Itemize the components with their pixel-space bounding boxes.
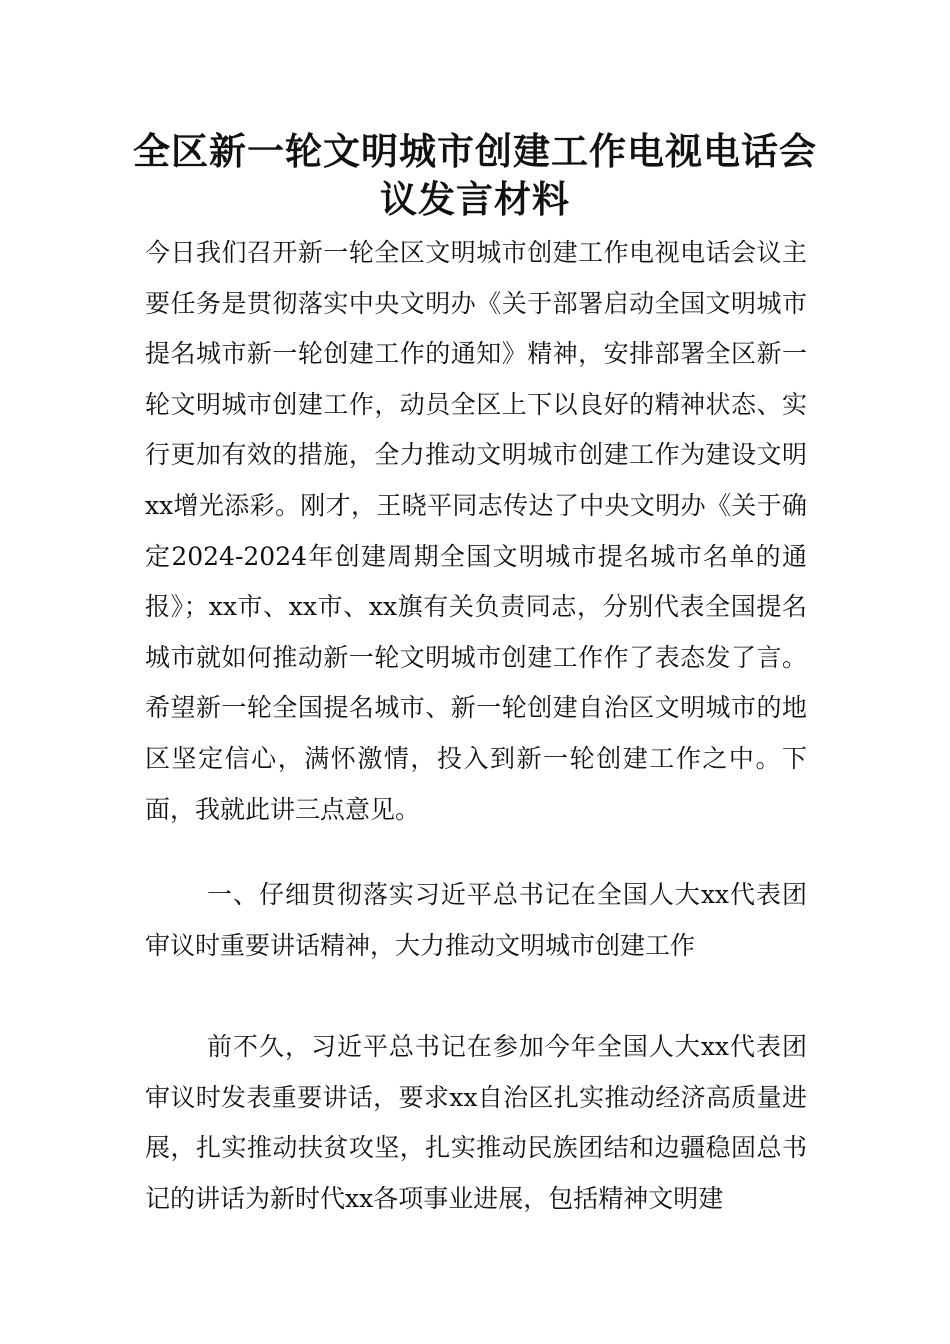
document-title: 全区新一轮文明城市创建工作电视电话会议发言材料: [133, 130, 817, 221]
intro-paragraph: 今日我们召开新一轮全区文明城市创建工作电视电话会议主要任务是贯彻落实中央文明办《关于部署启动全国文明城市提名城市新一轮创建工作的通知》精神，安排部署全区新一轮文明城市创建工作，动员全区上下以良好的精神状态、实行更加有效的措施，全力推动文明城市创建工作为建设文明xx增光添彩。刚才，王晓平同志传达了中央文明办《关于确定2024-2024年创建周期全国文明城市提名城市名单的通报》；xx市、xx市、xx旗有关负责同志，分别代表全国提名城市就如何推动新一轮文明城市创建工作作了表态发了言。希望新一轮全国提名城市、新一轮创建自治区文明城市的地区坚定信心，满怀激情，投入到新一轮创建工作之中。下面，我就此讲三点意见。: [145, 238, 807, 824]
body-paragraph: 前不久，习近平总书记在参加今年全国人大xx代表团审议时发表重要讲话，要求xx自治区扎实推动经济高质量进展，扎实推动扶贫攻坚，扎实推动民族团结和边疆稳固总书记的讲话为新时代xx各项事业进展，包括精神文明建: [145, 1032, 807, 1213]
section-heading-1: 一、仔细贯彻落实习近平总书记在全国人大xx代表团审议时重要讲话精神，大力推动文明城市创建工作: [145, 880, 807, 960]
